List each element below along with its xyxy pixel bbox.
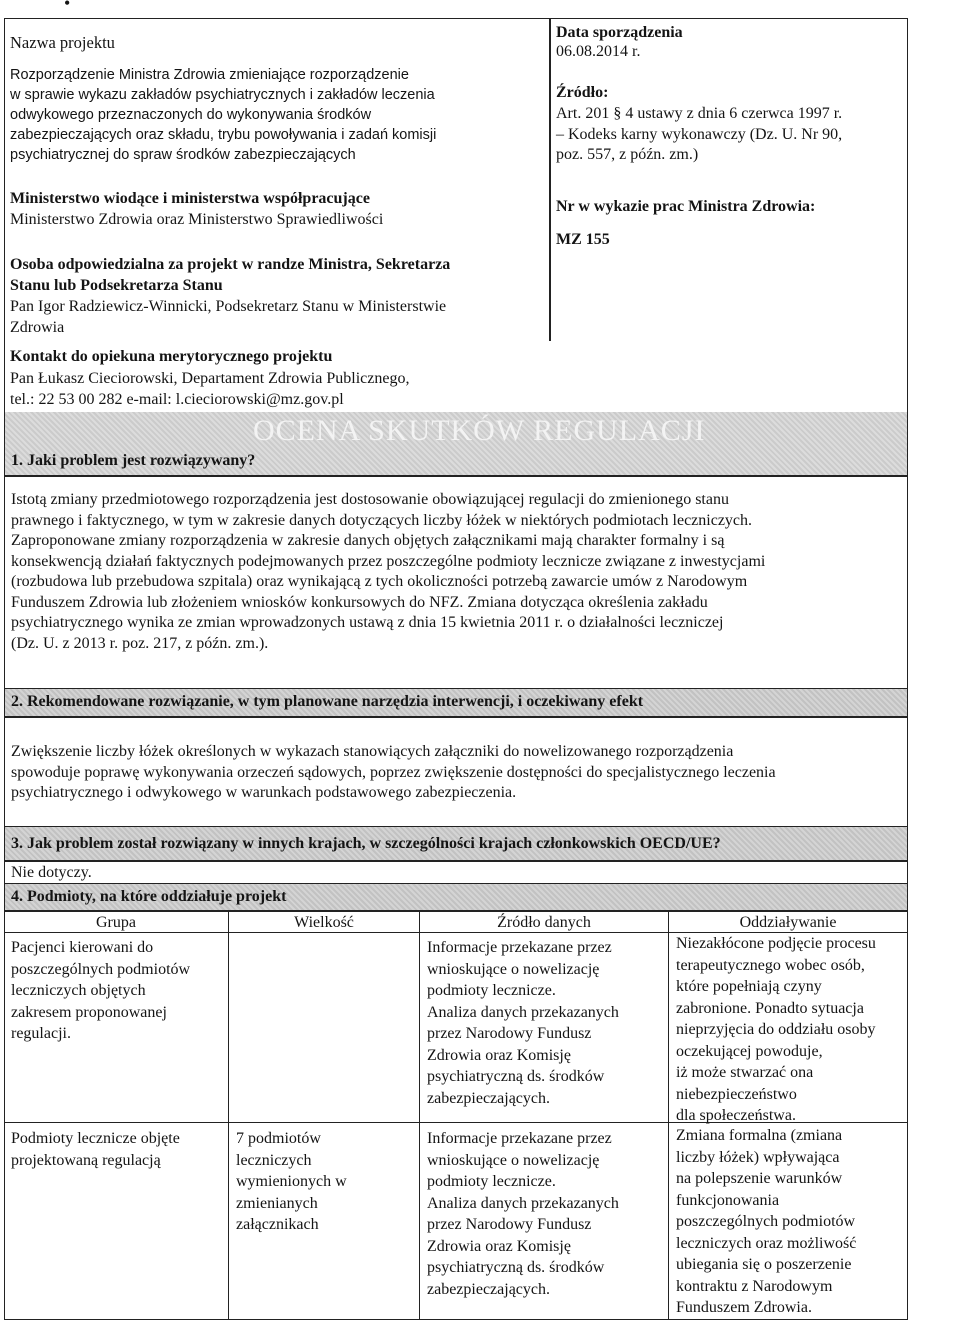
section1-band (5, 412, 907, 475)
date-value: 06.08.2014 r. (556, 43, 641, 60)
date-label: Data sporządzenia (556, 24, 683, 41)
contact-value: Pan Łukasz Cieciorowski, Departament Zdrowia Publicznego, tel.: 22 53 00 282 e-mail: l.cieciorowski@mz.gov.pl (10, 370, 410, 408)
page-mark: • (64, 0, 71, 13)
table-row-2-grupa: Podmioty lecznicze objęte projektowaną regulacją (11, 1130, 180, 1169)
section3-band (5, 827, 907, 860)
responsible-label: Osoba odpowiedzialna za projekt w randze Ministra, Sekretarza Stanu lub Podsekretarza Stanu (10, 256, 451, 294)
table-col-divider-3 (668, 910, 669, 1320)
section1-title: 1. Jaki problem jest rozwiązywany? (11, 452, 256, 469)
table-row-1-oddzialywanie: Niezakłócone podjęcie procesu terapeutycznego wobec osób, które popełniają czyny zabronione. Ponadto sytuacja nieprzyjęcia do oddziału osoby oczekującej powoduje, iż może stwarzać ona niebezpieczeństwo dla społeczeństwa. (676, 935, 876, 1124)
table-header-oddzialywanie: Oddziaływanie (739, 914, 837, 931)
section1-rule (4, 475, 908, 477)
section4-title: 4. Podmioty, na które oddziałuje projekt (11, 888, 287, 905)
table-header-zrodlo: Źródło danych (497, 914, 591, 931)
ministry-value: Ministerstwo Zdrowia oraz Ministerstwo Sprawiedliwości (10, 211, 384, 228)
section3-rule (4, 860, 908, 862)
table-header-grupa: Grupa (96, 914, 136, 931)
section2-rule (4, 716, 908, 718)
contact-label: Kontakt do opiekuna merytorycznego projektu (10, 348, 333, 365)
section1-text: Istotą zmiany przedmiotowego rozporządzenia jest dostosowanie obowiązującej regulacji do zmienionego stanu prawnego i faktycznego, w tym w zakresie danych dotyczących liczby łóżek w niektórych podmiotach leczniczych. Zaproponowane zmiany rozporządzenia w zakresie danych objętych załącznikami mają charakter formalny i są konsekwencją działań faktycznych podejmowanych przez poszczególne podmioty lecznicze związane z inwestycjami (rozbudowa lub przebudowa szpitala) oraz wynikającą z tych okoliczności potrzebą zawarcie umów z Narodowym Funduszem Zdrowia lub złożeniem wniosków konkursowych do NFZ. Zmiana dotycząca określenia zakładu psychiatrycznego wynika ze zmian wprowadzonych ustawą z dnia 15 kwietnia 2011 r. o działalności leczniczej (Dz. U. z 2013 r. poz. 217, z późn. zm.). (11, 491, 766, 652)
table-row-1-zrodlo: Informacje przekazane przez wnioskujące o nowelizację podmioty lecznicze. Analiza danych przekazanych przez Narodowy Fundusz Zdrowia oraz Komisję psychiatryczną ds. środków zabezpieczających. (427, 939, 619, 1107)
responsible-value: Pan Igor Radziewicz-Winnicki, Podsekretarz Stanu w Ministerstwie Zdrowia (10, 298, 447, 336)
table-header-wielkosc: Wielkość (294, 914, 354, 931)
table-row-1-grupa: Pacjenci kierowani do poszczególnych podmiotów leczniczych objętych zakresem proponowanej regulacji. (11, 939, 191, 1042)
table-row-2-zrodlo: Informacje przekazane przez wnioskujące o nowelizację podmioty lecznicze. Analiza danych przekazanych przez Narodowy Fundusz Zdrowia oraz Komisję psychiatryczną ds. środków zabezpieczających. (427, 1130, 619, 1298)
ministry-label: Ministerstwo wiodące i ministerstwa współpracujące (10, 190, 370, 207)
section2-band (5, 689, 907, 716)
source-label: Źródło: (556, 84, 609, 101)
table-col-divider-2 (419, 910, 420, 1320)
project-name: Rozporządzenie Ministra Zdrowia zmieniające rozporządzenie w sprawie wykazu zakładów psychiatrycznych i zakładów leczenia odwykowego przeznaczonych do wykonywania środków zabezpieczających oraz składu, trybu powoływania i zadań komisji psychiatrycznej do spraw środków zabezpieczających (10, 67, 437, 163)
header-column-divider (549, 18, 551, 341)
table-col-divider-1 (228, 910, 229, 1320)
source-value: Art. 201 § 4 ustawy z dnia 6 czerwca 1997 r. – Kodeks karny wykonawczy (Dz. U. Nr 90, poz. 557, z późn. zm.) (556, 105, 843, 163)
list-label: Nr w wykazie prac Ministra Zdrowia: (556, 198, 816, 215)
list-value: MZ 155 (556, 231, 610, 248)
project-label: Nazwa projektu (10, 33, 115, 52)
section2-text: Zwiększenie liczby łóżek określonych w wykazach stanowiących załączniki do nowelizowanego rozporządzenia spowoduje poprawę wykonywania orzeczeń sądowych, poprzez zwiększenie dostępności do specjalistycznego leczenia psychiatrycznego i odwykowego w warunkach podstawowego zabezpieczenia. (11, 743, 776, 801)
section4-band (5, 884, 907, 910)
section3-text: Nie dotyczy. (11, 864, 92, 881)
table-row-2-wielkosc: 7 podmiotów leczniczych wymienionych w zmienianych załącznikach (236, 1130, 347, 1233)
table-row-2-oddzialywanie: Zmiana formalna (zmiana liczby łóżek) wpływająca na polepszenie warunków funkcjonowania poszczególnych podmiotów leczniczych oraz możliwość ubiegania się o poszerzenie kontraktu z Narodowym Funduszem Zdrowia. (676, 1127, 857, 1316)
section2-title: 2. Rekomendowane rozwiązanie, w tym planowane narzędzia interwencji, i oczekiwany efekt (11, 693, 644, 710)
section4-rule (4, 910, 908, 912)
section3-title: 3. Jak problem został rozwiązany w innych krajach, w szczególności krajach członkowskich OECD/UE? (11, 835, 721, 852)
watermark-title: OCENA SKUTKÓW REGULACJI (253, 414, 706, 447)
